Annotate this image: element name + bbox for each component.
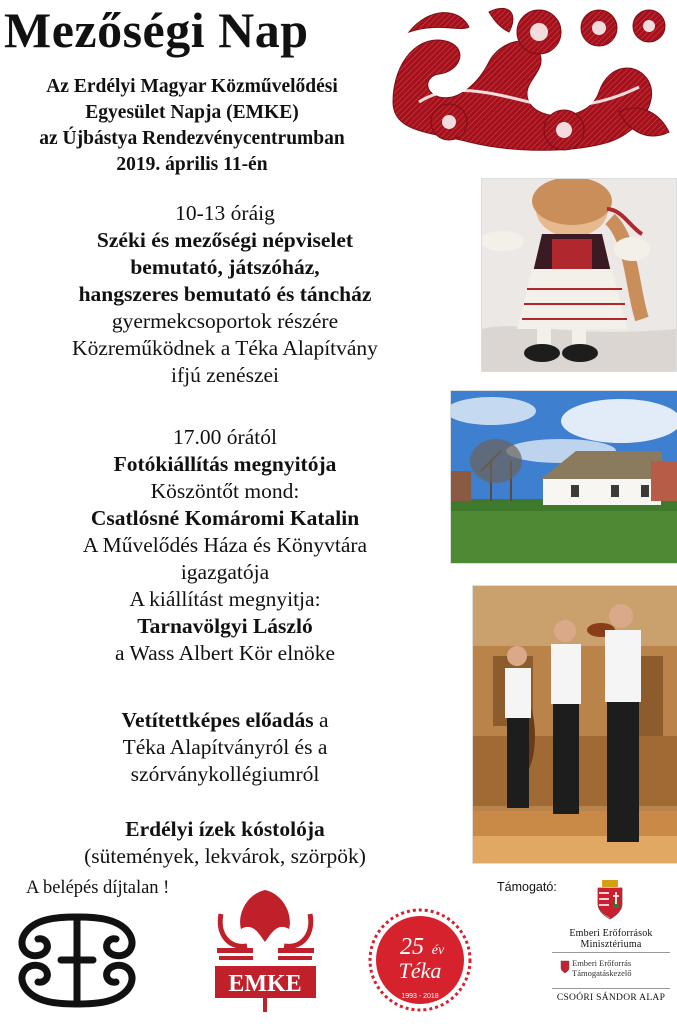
- embroidery-ornament-icon: [389, 2, 675, 162]
- teka-number: 25: [400, 934, 424, 960]
- ministry-line: Emberi Erőforrások: [569, 928, 653, 939]
- evening-time: 17.00 órától: [173, 425, 277, 449]
- fund-name: CSOÓRI SÁNDOR ALAP: [556, 993, 666, 1003]
- opener-role: a Wass Albert Kör elnöke: [115, 641, 335, 665]
- projection-title: Vetítettképes előadás: [121, 708, 314, 732]
- sponsor-divider: [552, 988, 670, 989]
- projection-section: [0, 707, 450, 788]
- house-photo: [450, 390, 677, 564]
- projection-title-line: [0, 707, 450, 734]
- teka-name: Téka: [398, 958, 442, 983]
- free-entry-text: A belépés díjtalan !: [26, 878, 170, 898]
- teka-logo: [366, 906, 474, 1014]
- intro-line: az Újbástya Rendezvénycentrumban: [39, 128, 345, 149]
- agency-line: Emberi Erőforrás: [572, 958, 632, 968]
- tasting-headline: Erdélyi ízek kóstolója: [125, 817, 325, 841]
- intro-line: 2019. április 11-én: [116, 154, 268, 175]
- opener-name: Tarnavölgyi László: [137, 614, 313, 638]
- intro-line: Az Erdélyi Magyar Közművelődési: [46, 76, 338, 97]
- teka-ev: év: [431, 943, 445, 958]
- morning-headline-line: hangszeres bemutató és táncház: [78, 282, 372, 306]
- intro-text: [0, 74, 384, 178]
- projection-line: Téka Alapítványról és a: [122, 735, 328, 759]
- folk-doll-photo: [481, 178, 677, 372]
- tasting-section: [0, 816, 450, 870]
- evening-headline: Fotókiállítás megnyitója: [113, 452, 337, 476]
- ministry-line: Minisztériuma: [580, 939, 642, 950]
- projection-title-rest: a: [313, 708, 329, 732]
- projection-line: szórványkollégiumról: [130, 762, 320, 786]
- coat-of-arms-icon: [596, 880, 624, 920]
- agency-line: Támogatáskezelő: [572, 968, 632, 978]
- greeter-role-line: igazgatója: [180, 560, 270, 584]
- agency-block: [572, 958, 672, 978]
- fund-block: [552, 993, 670, 1003]
- morning-detail-line: ifjú zenészei: [170, 363, 280, 387]
- page-title: Mezőségi Nap: [4, 2, 309, 58]
- opener-label: A kiállítást megnyitja:: [129, 587, 321, 611]
- emke-logo-text: EMKE: [228, 971, 302, 997]
- small-coat-of-arms-icon: [560, 960, 570, 974]
- greeter-role-line: A Művelődés Háza és Könyvtára: [82, 533, 368, 557]
- intro-line: Egyesület Napja (EMKE): [85, 102, 299, 123]
- evening-program: [0, 424, 450, 667]
- ministry-block: [552, 928, 670, 950]
- morning-detail-line: gyermekcsoportok részére: [111, 309, 339, 333]
- emke-logo: [207, 884, 324, 1015]
- morning-headline-line: bemutató, játszóház,: [130, 255, 320, 279]
- greeting-label: Köszöntőt mond:: [150, 479, 300, 503]
- sponsor-divider: [552, 952, 670, 953]
- sponsor-label: Támogató:: [497, 880, 557, 894]
- morning-program: [0, 200, 450, 389]
- morning-headline-line: Széki és mezőségi népviselet: [96, 228, 354, 252]
- musicians-photo: [472, 585, 677, 864]
- spiral-ornament-logo: [6, 907, 148, 1014]
- greeter-name: Csatlósné Komáromi Katalin: [90, 506, 360, 530]
- tasting-items: (sütemények, lekvárok, szörpök): [84, 844, 366, 868]
- morning-detail-line: Közreműködnek a Téka Alapítvány: [72, 336, 378, 360]
- morning-time: 10-13 óráig: [175, 201, 275, 225]
- teka-years: 1993 - 2018: [401, 993, 439, 1000]
